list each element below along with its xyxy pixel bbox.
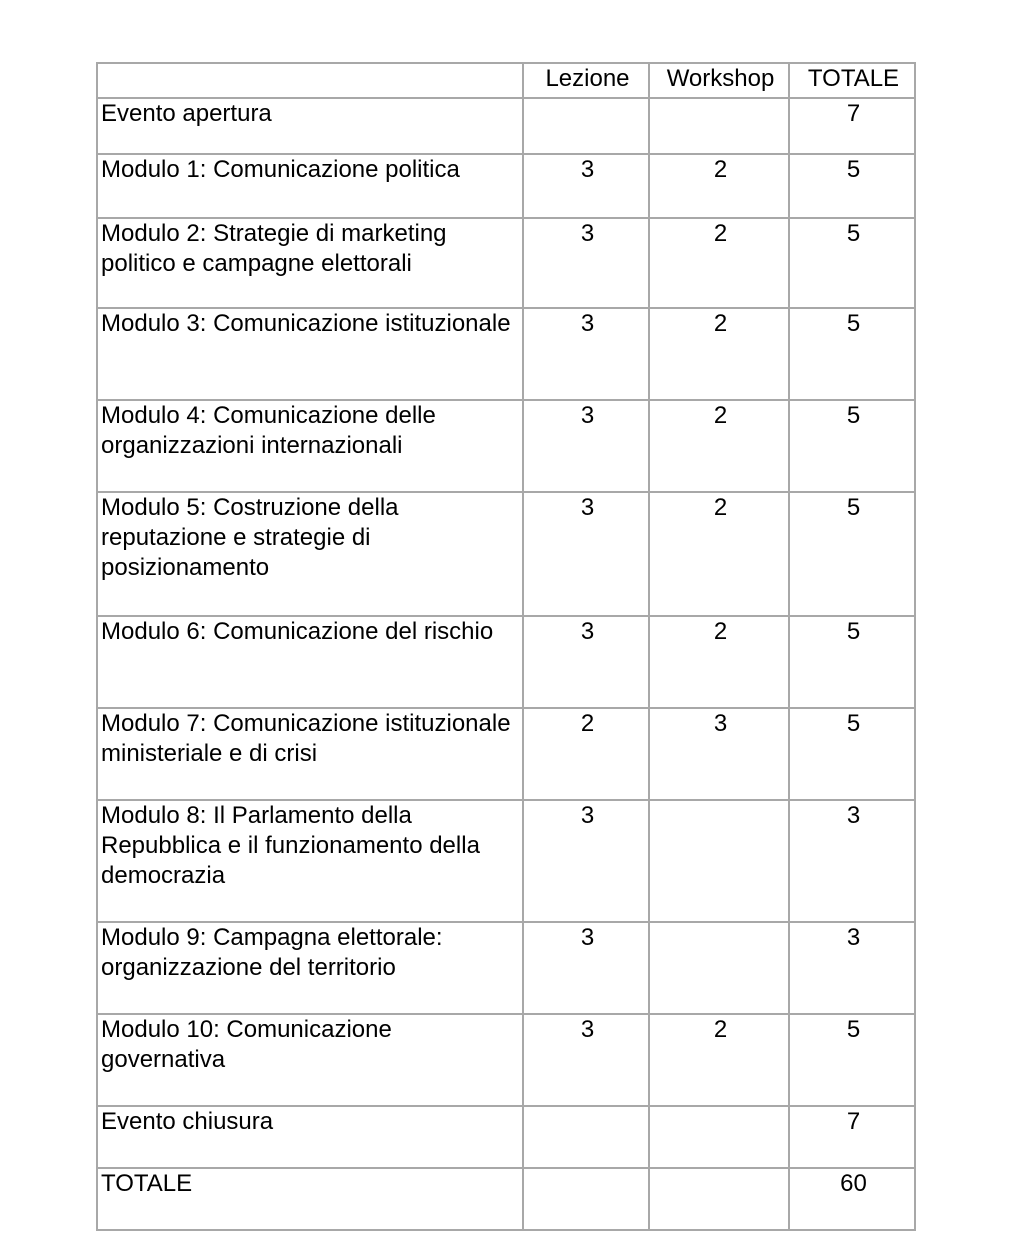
row-name: Modulo 1: Comunicazione politica <box>97 154 523 218</box>
row-lezione <box>523 1168 649 1230</box>
table-row <box>97 400 915 492</box>
row-workshop: 2 <box>649 616 789 708</box>
row-lezione: 3 <box>523 800 649 922</box>
row-name: Evento chiusura <box>97 1106 523 1168</box>
table-row <box>97 492 915 616</box>
row-workshop <box>649 1106 789 1168</box>
row-name: TOTALE <box>97 1168 523 1230</box>
row-name: Evento apertura <box>97 98 523 154</box>
total-row <box>97 1168 915 1230</box>
row-totale: 5 <box>789 1014 915 1106</box>
row-workshop: 2 <box>649 308 789 400</box>
row-totale: 3 <box>789 800 915 922</box>
table-row <box>97 154 915 218</box>
table-row <box>97 800 915 922</box>
row-workshop: 2 <box>649 218 789 308</box>
row-name: Modulo 5: Costruzione della reputazione e strategie di posizionamento <box>97 492 523 616</box>
row-lezione: 3 <box>523 492 649 616</box>
row-lezione: 3 <box>523 154 649 218</box>
header-workshop: Workshop <box>649 63 789 98</box>
table-row <box>97 708 915 800</box>
row-totale: 5 <box>789 492 915 616</box>
row-totale: 5 <box>789 708 915 800</box>
row-totale: 7 <box>789 98 915 154</box>
row-lezione: 3 <box>523 922 649 1014</box>
row-workshop: 3 <box>649 708 789 800</box>
row-totale: 60 <box>789 1168 915 1230</box>
row-totale: 5 <box>789 308 915 400</box>
table-row <box>97 1106 915 1168</box>
row-name: Modulo 6: Comunicazione del rischio <box>97 616 523 708</box>
row-lezione: 3 <box>523 616 649 708</box>
row-workshop <box>649 98 789 154</box>
row-totale: 3 <box>789 922 915 1014</box>
table-row <box>97 616 915 708</box>
course-hours-table <box>96 62 916 1231</box>
row-workshop <box>649 922 789 1014</box>
row-name: Modulo 4: Comunicazione delle organizzazioni internazionali <box>97 400 523 492</box>
row-workshop: 2 <box>649 154 789 218</box>
table-row <box>97 98 915 154</box>
row-lezione: 3 <box>523 1014 649 1106</box>
row-totale: 5 <box>789 154 915 218</box>
row-workshop: 2 <box>649 492 789 616</box>
row-lezione <box>523 98 649 154</box>
table-row <box>97 922 915 1014</box>
row-name: Modulo 3: Comunicazione istituzionale <box>97 308 523 400</box>
row-name: Modulo 9: Campagna elettorale: organizzazione del territorio <box>97 922 523 1014</box>
header-lezione: Lezione <box>523 63 649 98</box>
row-lezione: 3 <box>523 218 649 308</box>
row-lezione: 3 <box>523 308 649 400</box>
row-workshop <box>649 800 789 922</box>
row-totale: 5 <box>789 616 915 708</box>
row-lezione: 2 <box>523 708 649 800</box>
row-lezione <box>523 1106 649 1168</box>
table-row <box>97 1014 915 1106</box>
row-totale: 5 <box>789 400 915 492</box>
row-workshop <box>649 1168 789 1230</box>
header-totale: TOTALE <box>789 63 915 98</box>
row-name: Modulo 7: Comunicazione istituzionale ministeriale e di crisi <box>97 708 523 800</box>
row-lezione: 3 <box>523 400 649 492</box>
row-totale: 7 <box>789 1106 915 1168</box>
table-row <box>97 218 915 308</box>
row-workshop: 2 <box>649 400 789 492</box>
header-row <box>97 63 915 98</box>
row-totale: 5 <box>789 218 915 308</box>
header-module <box>97 63 523 98</box>
row-name: Modulo 10: Comunicazione governativa <box>97 1014 523 1106</box>
table-row <box>97 308 915 400</box>
row-workshop: 2 <box>649 1014 789 1106</box>
row-name: Modulo 8: Il Parlamento della Repubblica e il funzionamento della democrazia <box>97 800 523 922</box>
row-name: Modulo 2: Strategie di marketing politico e campagne elettorali <box>97 218 523 308</box>
